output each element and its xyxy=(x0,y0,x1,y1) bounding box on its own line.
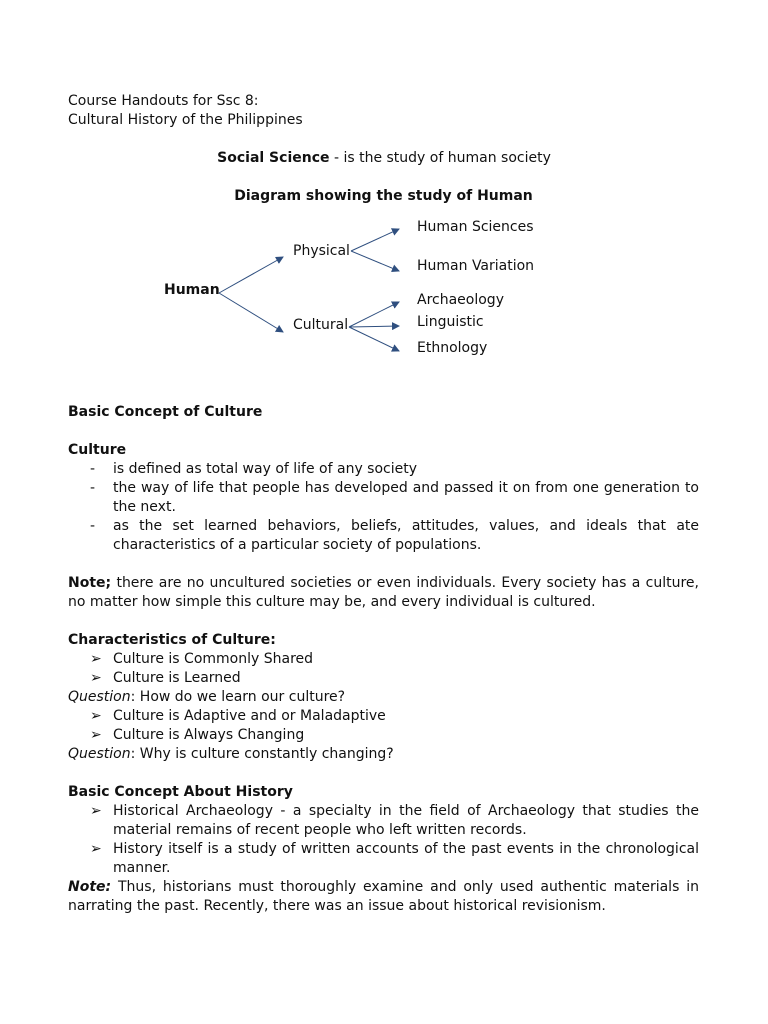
note-text: there are no uncultured societies or even individuals. Every society has a culture, no matter how simple this culture may be, and every individual is cultured. xyxy=(68,575,699,610)
characteristics-list-1 xyxy=(68,650,699,688)
note-text: Thus, historians must thoroughly examine and only used authentic materials in narrating the past. Recently, there was an issue about historical revisionism. xyxy=(68,879,699,914)
arrow-marker: ➢ xyxy=(90,708,102,724)
arrow-marker: ➢ xyxy=(90,670,102,686)
arrow-cultural-ethnology xyxy=(349,327,399,351)
arrow-human-physical xyxy=(219,257,283,293)
question-1: Question: How do we learn our culture? xyxy=(68,689,346,705)
arrow-human-cultural xyxy=(219,293,283,332)
history-note xyxy=(68,878,699,916)
note-label: Note; xyxy=(68,575,112,591)
list-item: ➢ Culture is Always Changing xyxy=(90,727,305,743)
diagram-title: Diagram showing the study of Human xyxy=(234,188,533,204)
history-heading: Basic Concept About History xyxy=(68,784,293,800)
list-item: - is defined as total way of life of any society xyxy=(90,461,418,477)
node-archaeology: Archaeology xyxy=(417,292,504,308)
list-item: ➢ Culture is Commonly Shared xyxy=(90,651,314,667)
arrow-marker: ➢ xyxy=(90,841,102,857)
social-science-definition xyxy=(68,149,699,168)
dash-marker: - xyxy=(90,518,96,534)
arrow-cultural-linguistic xyxy=(349,326,399,327)
list-item: ➢ Culture is Adaptive and or Maladaptive xyxy=(90,708,386,724)
history-list xyxy=(68,802,699,878)
arrow-physical-sciences xyxy=(351,229,399,251)
dash-marker: - xyxy=(90,461,96,477)
arrow-physical-variation xyxy=(351,251,399,271)
culture-subheading: Culture xyxy=(68,442,127,458)
question-2: Question: Why is culture constantly changing? xyxy=(68,746,394,762)
node-human: Human xyxy=(164,282,220,298)
definition-text: - is the study of human society xyxy=(329,150,551,166)
definition-term: Social Science xyxy=(217,150,330,166)
diagram-arrows xyxy=(68,213,699,403)
study-of-human-diagram xyxy=(68,213,699,403)
node-cultural: Cultural xyxy=(293,317,349,333)
list-item: - as the set learned behaviors, beliefs, attitudes, values, and ideals that ate characteristics of a particular society of populations. xyxy=(90,518,699,553)
culture-note xyxy=(68,574,699,612)
arrow-cultural-archaeology xyxy=(349,302,399,327)
course-title-line-2: Cultural History of the Philippines xyxy=(68,112,303,128)
culture-definition-list xyxy=(68,460,699,555)
course-title-line-1: Course Handouts for Ssc 8: xyxy=(68,93,259,109)
characteristics-list-2 xyxy=(68,707,699,745)
list-item: ➢ Historical Archaeology - a specialty in the field of Archaeology that studies the material remains of recent people who left written records. xyxy=(90,803,699,838)
list-item: - the way of life that people has developed and passed it on from one generation to the next. xyxy=(90,480,699,515)
node-human-sciences: Human Sciences xyxy=(417,219,534,235)
characteristics-heading: Characteristics of Culture: xyxy=(68,632,276,648)
arrow-marker: ➢ xyxy=(90,803,102,819)
node-physical: Physical xyxy=(293,243,350,259)
node-human-variation: Human Variation xyxy=(417,258,535,274)
note-label: Note: xyxy=(68,879,112,895)
dash-marker: - xyxy=(90,480,96,496)
node-ethnology: Ethnology xyxy=(417,340,488,356)
question-label: Question xyxy=(68,746,131,762)
list-item: ➢ Culture is Learned xyxy=(90,670,241,686)
document-page xyxy=(68,92,699,916)
list-item: ➢ History itself is a study of written accounts of the past events in the chronological manner. xyxy=(90,841,699,876)
culture-section-heading: Basic Concept of Culture xyxy=(68,404,263,420)
node-linguistic: Linguistic xyxy=(417,314,484,330)
arrow-marker: ➢ xyxy=(90,727,102,743)
arrow-marker: ➢ xyxy=(90,651,102,667)
question-label: Question xyxy=(68,689,131,705)
